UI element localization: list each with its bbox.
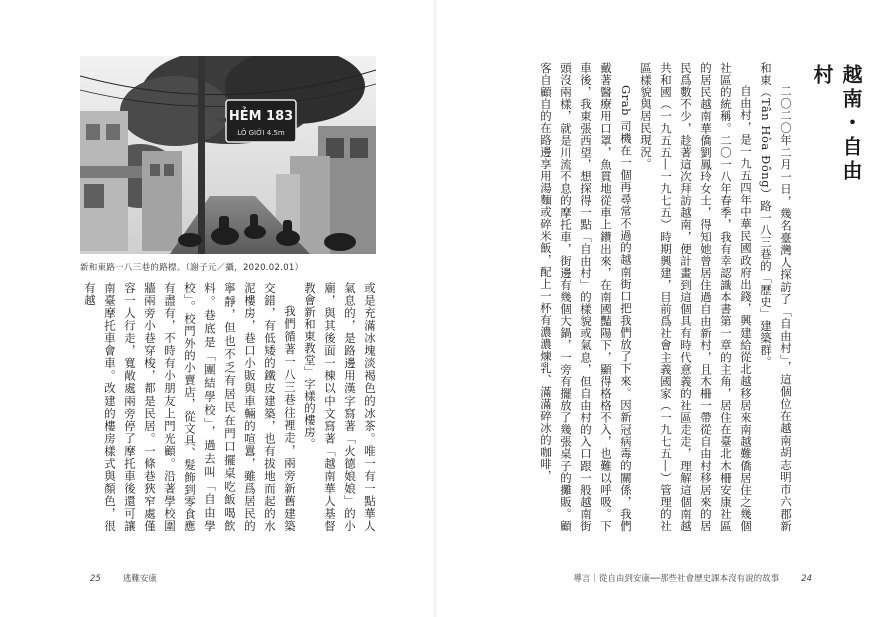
right-paragraph-1: 二〇二〇年二月一日，幾名臺灣人探訪了「自由村」，這個位在越南胡志明市六郡新和東（Tân Hòa Đông）路一八三巷的「歷史」建築群。 [759, 62, 793, 532]
left-running-head: 逃難安康 [122, 574, 157, 584]
sign-sub-text: LÔ GIỚI 4.5m [237, 129, 285, 137]
right-paragraph-2: 自由村，是一九五四年中華民國政府出錢，興建給從北越移居來南越難僑居住之幾個社區的統稱。二〇一八年春季，我有幸認識本書第一章的主角，居住在臺北木柵安康社區的居民越南華僑劉鳳玲女士，得知她曾居住過自由新村，且木柵一帶從自由村移居來的居民爲數不少，趁著這次拜訪越南，便計畫到這個具有時代意義的社區走走，理解這個南越共和國（一九五五―一九七五）時期興建，目前爲社會主義國家（一九七五―）管理的社區樣貌與居民現況。 [639, 62, 753, 532]
right-page-body [496, 62, 796, 532]
hem-183-street-sign [218, 100, 296, 142]
photo-caption: 新和東路一八三巷的路標。（謝子元／攝，2020.02.01） [80, 263, 304, 273]
left-paragraph-1: 或是充滿冰塊淡褐色的冰茶。唯一有一點華人氣息的，是路邊用漢字寫著「火德娘娘」的小廟，與其後面一棟以中文寫著「越南華人基督教會新和東教堂」字樣的樓房。 [303, 282, 377, 532]
left-page-body [80, 282, 380, 532]
page-gutter [434, 0, 436, 617]
right-page-number: 24 [801, 574, 812, 584]
right-page-footer [573, 572, 812, 584]
sign-main-text: HẺM 183 [228, 109, 294, 124]
chapter-section-title: 越南・自由村 [810, 64, 863, 184]
right-paragraph-3: Grab 司機在一個再尋常不過的越南街口把我們放了下來。因新冠病毒的關係，我們戴著醫療用口罩，魚貫地從車上鑽出來，在南國豔陽下，顯得格格不入，也難以呼吸。下車後，我東張西望，想探得一點「自由村」的樣貌或氣息，但自由村的入口跟一般越南街頭沒兩樣，就是川流不息的摩托車，街邊有幾個大鍋，一旁有擺放了幾張桌子的攤販。顧客自顧自的在路邊享用湯麵或碎米飯，配上一杯有濃濃煉乳、滿滿碎冰的咖啡， [539, 62, 633, 532]
left-paragraph-2: 我們循著一八三巷往裡走，兩旁新舊建築交錯，有低矮的鐵皮建築，也有拔地而起的水泥樓房，巷口小販與車輛的喧囂，雖爲居民的寧靜，但也不乏有居民在門口擺桌吃飯喝飲料。巷底是「團結學校」，過去叫「自由學校」。校門外的小賣店，從文具、髮飾到零食應有盡有，不時有小朋友上門光顧。沿著學校圍牆兩旁小巷穿梭，都是民居。一條巷狹窄處僅容一人行走，寬敞處兩旁停了摩托車後還可讓南臺摩托車會車。改建的樓房樣式與顏色，很有越 [83, 282, 297, 532]
right-running-head: 導言｜從自由到安康──那些社會歷史課本沒有說的故事 [573, 574, 780, 584]
street-photo-illustration [80, 56, 376, 254]
left-page-footer [90, 572, 157, 584]
street-sign-photo [80, 56, 376, 254]
left-page-number: 25 [90, 574, 101, 584]
